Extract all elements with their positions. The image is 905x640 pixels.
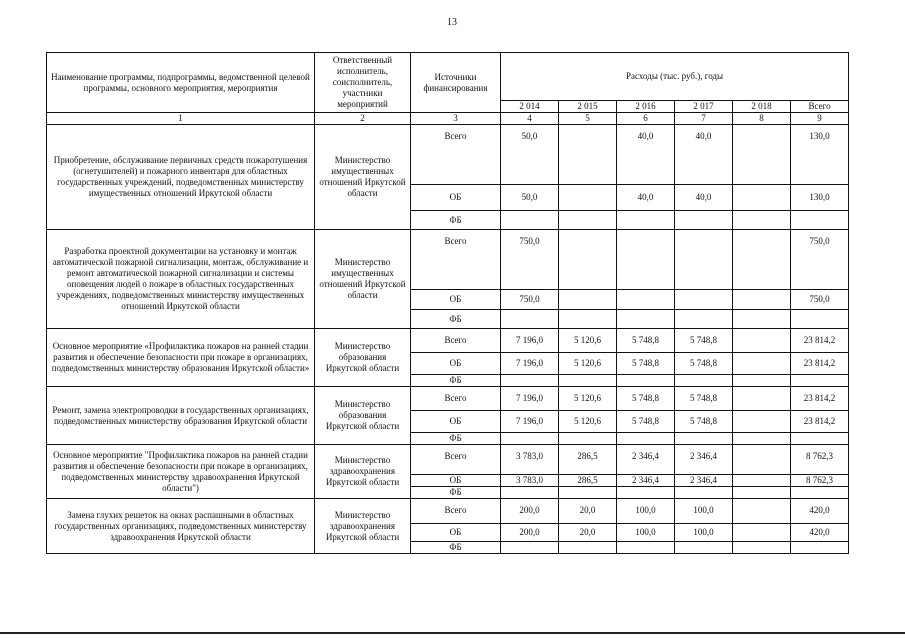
source-cell: Всего xyxy=(411,125,501,185)
value-cell: 50,0 xyxy=(501,185,559,211)
value-cell xyxy=(733,125,791,185)
value-cell: 200,0 xyxy=(501,524,559,542)
source-cell: Всего xyxy=(411,499,501,524)
source-cell: ФБ xyxy=(411,375,501,387)
value-cell: 7 196,0 xyxy=(501,387,559,411)
header-source: Источники финансирования xyxy=(411,53,501,113)
value-cell xyxy=(791,433,849,445)
value-cell xyxy=(675,542,733,554)
value-cell xyxy=(791,211,849,230)
value-cell: 100,0 xyxy=(675,499,733,524)
value-cell: 5 748,8 xyxy=(617,353,675,375)
value-cell: 7 196,0 xyxy=(501,329,559,353)
source-cell: ОБ xyxy=(411,524,501,542)
value-cell: 2 346,4 xyxy=(675,445,733,475)
value-cell xyxy=(675,433,733,445)
value-cell: 5 748,8 xyxy=(617,411,675,433)
header-year: 2 014 xyxy=(501,101,559,113)
page-edge-line xyxy=(0,632,905,634)
source-cell: ФБ xyxy=(411,487,501,499)
value-cell xyxy=(733,230,791,290)
value-cell: 2 346,4 xyxy=(675,475,733,487)
value-cell: 5 120,6 xyxy=(559,411,617,433)
value-cell: 3 783,0 xyxy=(501,445,559,475)
source-cell: Всего xyxy=(411,230,501,290)
value-cell xyxy=(733,387,791,411)
value-cell: 40,0 xyxy=(675,125,733,185)
header-year: Всего xyxy=(791,101,849,113)
value-cell xyxy=(733,310,791,329)
value-cell: 7 196,0 xyxy=(501,353,559,375)
value-cell xyxy=(675,230,733,290)
column-number: 5 xyxy=(559,113,617,125)
value-cell xyxy=(559,125,617,185)
value-cell: 750,0 xyxy=(791,230,849,290)
header-expenses: Расходы (тыс. руб.), годы xyxy=(501,53,849,101)
value-cell xyxy=(559,487,617,499)
value-cell: 23 814,2 xyxy=(791,387,849,411)
value-cell: 5 748,8 xyxy=(675,353,733,375)
program-name-cell: Приобретение, обслуживание первичных средств пожаротушения (огнетушителей) и пожарного инвентаря для областных государственных учреждений, подведомственных министерству имущественных отношений Иркутской области xyxy=(47,125,315,230)
value-cell xyxy=(733,375,791,387)
source-cell: ФБ xyxy=(411,211,501,230)
table-row xyxy=(47,445,849,475)
executor-cell: Министерство имущественных отношений Иркутской области xyxy=(315,125,411,230)
value-cell xyxy=(559,310,617,329)
page-number: 13 xyxy=(447,17,457,28)
value-cell: 7 196,0 xyxy=(501,411,559,433)
table-row xyxy=(47,499,849,524)
value-cell xyxy=(501,375,559,387)
value-cell xyxy=(675,487,733,499)
expenses-table xyxy=(46,52,849,554)
executor-cell: Министерство имущественных отношений Иркутской области xyxy=(315,230,411,329)
value-cell: 420,0 xyxy=(791,499,849,524)
value-cell: 40,0 xyxy=(617,185,675,211)
value-cell xyxy=(559,433,617,445)
value-cell xyxy=(733,433,791,445)
value-cell xyxy=(733,185,791,211)
value-cell: 100,0 xyxy=(617,499,675,524)
source-cell: ОБ xyxy=(411,411,501,433)
value-cell: 5 748,8 xyxy=(675,411,733,433)
value-cell: 23 814,2 xyxy=(791,329,849,353)
source-cell: ФБ xyxy=(411,310,501,329)
table-row xyxy=(47,387,849,411)
header-executor: Ответственный исполнитель, соисполнитель, участники мероприятий xyxy=(315,53,411,113)
value-cell xyxy=(501,211,559,230)
column-number: 2 xyxy=(315,113,411,125)
value-cell: 286,5 xyxy=(559,445,617,475)
value-cell: 20,0 xyxy=(559,524,617,542)
value-cell: 750,0 xyxy=(791,290,849,310)
executor-cell: Министерство здравоохранения Иркутской области xyxy=(315,445,411,499)
source-cell: ФБ xyxy=(411,542,501,554)
value-cell xyxy=(617,230,675,290)
value-cell: 5 748,8 xyxy=(675,387,733,411)
program-name-cell: Ремонт, замена электропроводки в государственных организациях, подведомственных министерству образования Иркутской области xyxy=(47,387,315,445)
value-cell xyxy=(559,290,617,310)
column-number: 9 xyxy=(791,113,849,125)
value-cell: 286,5 xyxy=(559,475,617,487)
value-cell: 100,0 xyxy=(617,524,675,542)
program-name-cell: Разработка проектной документации на установку и монтаж автоматической пожарной сигнализации, монтаж, обслуживание и ремонт автоматической пожарной сигнализации и системы оповещения людей о пожаре в областных государственных учреждениях, подведомственных министерству имущественных отношений Иркутской области xyxy=(47,230,315,329)
value-cell xyxy=(501,310,559,329)
source-cell: Всего xyxy=(411,329,501,353)
value-cell: 8 762,3 xyxy=(791,475,849,487)
value-cell xyxy=(791,375,849,387)
value-cell: 20,0 xyxy=(559,499,617,524)
value-cell xyxy=(501,542,559,554)
value-cell xyxy=(733,445,791,475)
source-cell: ОБ xyxy=(411,290,501,310)
program-name-cell: Замена глухих решеток на окнах распашными в областных государственных организациях, подведомственных министерству здравоохранения Иркутской области xyxy=(47,499,315,554)
source-cell: ОБ xyxy=(411,353,501,375)
value-cell xyxy=(617,290,675,310)
value-cell: 420,0 xyxy=(791,524,849,542)
value-cell xyxy=(617,542,675,554)
header-name: Наименование программы, подпрограммы, ведомственной целевой программы, основного мероприятия, мероприятия xyxy=(47,53,315,113)
value-cell xyxy=(733,411,791,433)
value-cell xyxy=(617,487,675,499)
value-cell: 200,0 xyxy=(501,499,559,524)
value-cell xyxy=(559,185,617,211)
value-cell: 2 346,4 xyxy=(617,475,675,487)
executor-cell: Министерство образования Иркутской области xyxy=(315,387,411,445)
value-cell xyxy=(501,433,559,445)
table-row xyxy=(47,329,849,353)
value-cell: 23 814,2 xyxy=(791,411,849,433)
table-row xyxy=(47,230,849,290)
column-number: 7 xyxy=(675,113,733,125)
value-cell: 5 120,6 xyxy=(559,353,617,375)
source-cell: ОБ xyxy=(411,185,501,211)
value-cell: 3 783,0 xyxy=(501,475,559,487)
source-cell: ОБ xyxy=(411,475,501,487)
value-cell: 5 120,6 xyxy=(559,329,617,353)
header-year: 2 015 xyxy=(559,101,617,113)
value-cell xyxy=(617,211,675,230)
value-cell xyxy=(675,310,733,329)
table-row xyxy=(47,125,849,185)
value-cell xyxy=(733,499,791,524)
value-cell: 130,0 xyxy=(791,185,849,211)
value-cell: 750,0 xyxy=(501,230,559,290)
value-cell: 40,0 xyxy=(617,125,675,185)
header-year: 2 016 xyxy=(617,101,675,113)
value-cell: 5 748,8 xyxy=(617,329,675,353)
value-cell xyxy=(501,487,559,499)
header-year: 2 018 xyxy=(733,101,791,113)
value-cell xyxy=(733,290,791,310)
value-cell: 23 814,2 xyxy=(791,353,849,375)
value-cell xyxy=(791,310,849,329)
source-cell: Всего xyxy=(411,387,501,411)
value-cell: 40,0 xyxy=(675,185,733,211)
column-number: 1 xyxy=(47,113,315,125)
value-cell xyxy=(733,475,791,487)
source-cell: ФБ xyxy=(411,433,501,445)
value-cell xyxy=(617,433,675,445)
value-cell xyxy=(733,329,791,353)
value-cell xyxy=(733,487,791,499)
value-cell: 8 762,3 xyxy=(791,445,849,475)
value-cell xyxy=(733,524,791,542)
value-cell: 100,0 xyxy=(675,524,733,542)
program-name-cell: Основное мероприятие «Профилактика пожаров на ранней стадии развития и обеспечение безопасности при пожаре в организациях, подведомственных министерству образования Иркутской области» xyxy=(47,329,315,387)
value-cell: 750,0 xyxy=(501,290,559,310)
value-cell: 5 120,6 xyxy=(559,387,617,411)
value-cell xyxy=(791,542,849,554)
program-name-cell: Основное мероприятие "Профилактика пожаров на ранней стадии развития и обеспечение безопасности при пожаре в организациях, подведомственных министерству здравоохранения Иркутской области") xyxy=(47,445,315,499)
header-year: 2 017 xyxy=(675,101,733,113)
value-cell: 5 748,8 xyxy=(675,329,733,353)
value-cell: 130,0 xyxy=(791,125,849,185)
value-cell xyxy=(733,353,791,375)
value-cell xyxy=(559,375,617,387)
value-cell xyxy=(617,310,675,329)
value-cell xyxy=(559,211,617,230)
value-cell xyxy=(675,290,733,310)
value-cell xyxy=(559,542,617,554)
column-number: 4 xyxy=(501,113,559,125)
value-cell xyxy=(733,542,791,554)
column-number: 8 xyxy=(733,113,791,125)
value-cell: 2 346,4 xyxy=(617,445,675,475)
executor-cell: Министерство образования Иркутской области xyxy=(315,329,411,387)
value-cell xyxy=(733,211,791,230)
value-cell xyxy=(617,375,675,387)
value-cell xyxy=(675,375,733,387)
value-cell xyxy=(559,230,617,290)
value-cell: 50,0 xyxy=(501,125,559,185)
column-number: 3 xyxy=(411,113,501,125)
value-cell xyxy=(675,211,733,230)
executor-cell: Министерство здравоохранения Иркутской области xyxy=(315,499,411,554)
column-number: 6 xyxy=(617,113,675,125)
source-cell: Всего xyxy=(411,445,501,475)
value-cell: 5 748,8 xyxy=(617,387,675,411)
value-cell xyxy=(791,487,849,499)
